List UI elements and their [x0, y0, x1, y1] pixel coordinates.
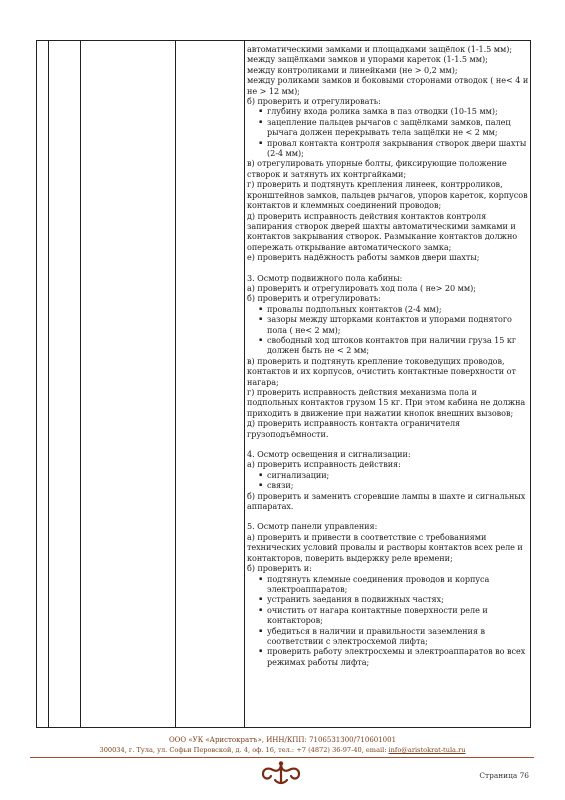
text-line: контактов закрывания створок. Размыкание контактов должно: [247, 231, 518, 242]
paragraph-spacer: [247, 439, 529, 449]
bullet-item: [247, 574, 529, 595]
bullet-item: [247, 626, 529, 647]
text-line: технических условий провалы и растворы контактов всех реле и: [247, 542, 523, 553]
page-number: Страница 76: [479, 771, 529, 780]
text-line: нагара;: [247, 376, 279, 387]
bullet-item: [247, 646, 529, 667]
bullet-item: [247, 304, 529, 314]
bullet-text: контакторов;: [267, 615, 323, 626]
text-line: подпольных контактов грузом 15 кг. При этом кабина не должна: [247, 397, 526, 408]
bullet-text: пола ( не< 2 мм);: [267, 324, 341, 335]
bullet-text: провал контакта контроля закрывания створок двери шахты: [267, 137, 527, 148]
table-column-divider: [175, 41, 176, 727]
footer-divider: [30, 757, 534, 758]
bullet-item: [247, 470, 529, 480]
text-line: не > 12 мм);: [247, 85, 300, 96]
bullet-text: (2-4 мм);: [267, 148, 304, 159]
bullet-marker: ▪: [259, 606, 263, 613]
text-line: в) отрегулировать упорные болты, фиксирующие положение: [247, 158, 507, 169]
text-line: между контроликами и линейками (не > 0,2 мм);: [247, 64, 458, 75]
bullet-text: подтянуть клемные соединения проводов и корпуса: [267, 573, 490, 584]
bullet-item: [247, 138, 529, 159]
table-column-divider: [80, 41, 81, 727]
text-line: в) проверить и подтянуть крепление токоведущих проводов,: [247, 355, 505, 366]
bullet-text: очистить от нагара контактные поверхности реле и: [267, 604, 488, 615]
bullet-text: зазоры между шторками контактов и упорами поднятого: [267, 314, 512, 325]
footer-address: [0, 746, 565, 754]
bullet-text: электроаппаратов;: [267, 583, 348, 594]
bullet-marker: ▪: [259, 575, 263, 582]
section-title: 3. Осмотр подвижного пола кабины:: [247, 272, 403, 283]
bullet-item: [247, 106, 529, 116]
bullet-text: связи;: [267, 480, 294, 491]
text-line: е) проверить надёжность работы замков двери шахты;: [247, 252, 480, 263]
footer-email-link[interactable]: info@aristokrat-tula.ru: [388, 746, 466, 754]
text-line: створок и затянуть их контргайками;: [247, 168, 407, 179]
footer-address-text: 300034, г. Тула, ул. Софьи Перовской, д. 4, оф. 16, тел.: +7 (4872) 36-97-40, email:: [99, 746, 389, 754]
text-line: грузоподъёмности.: [247, 428, 329, 439]
text-line: контактов и их корпусов, очистить контактные поверхности от: [247, 366, 516, 377]
text-line: контакторов, поверить выдержку реле времени;: [247, 552, 453, 563]
text-line: б) проверить и отрегулировать:: [247, 293, 381, 304]
bullet-text: убедиться в наличии и правильности заземления в: [267, 625, 485, 636]
text-line: б) проверить и заменить сгоревшие лампы в шахте и сигнальных: [247, 490, 526, 501]
bullet-marker: ▪: [259, 471, 263, 478]
bullet-marker: ▪: [259, 482, 263, 489]
bullet-item: [247, 314, 529, 335]
bullet-text: глубину входа ролика замка в паз отводки (10-15 мм);: [267, 106, 498, 117]
bullet-marker: ▪: [259, 108, 263, 115]
text-line: контактов и клеммных соединений проводов;: [247, 200, 442, 211]
bullet-marker: ▪: [259, 118, 263, 125]
text-line: а) проверить исправность действия:: [247, 459, 401, 470]
table-column-divider: [48, 41, 49, 727]
section-title: 5. Осмотр панели управления:: [247, 521, 378, 532]
table-cell-work-description: [247, 44, 529, 667]
bullet-marker: ▪: [259, 596, 263, 603]
paragraph-spacer: [247, 511, 529, 521]
text-line: опережать открывание автоматического замка;: [247, 241, 452, 252]
text-line: кронштейнов замков, пальцев рычагов, упоров кареток, корпусов: [247, 189, 528, 200]
bullet-text: сигнализации;: [267, 469, 330, 480]
text-line: г) проверить и подтянуть крепления линеек, контрроликов,: [247, 179, 503, 190]
text-line: между защёлками замков и упорами кареток (1-1.5 мм);: [247, 54, 488, 65]
bullet-marker: ▪: [259, 648, 263, 655]
paragraph-spacer: [247, 263, 529, 273]
bullet-item: [247, 335, 529, 356]
text-line: б) проверить и отрегулировать:: [247, 96, 381, 107]
bullet-text: проверить работу электросхемы и электроаппаратов во всех: [267, 646, 526, 657]
bullet-text: устранить заедания в подвижных частях;: [267, 594, 444, 605]
text-line: приходить в движение при нажатии кнопок внешних вызовов;: [247, 407, 514, 418]
text-line: д) проверить исправность контакта ограничителя: [247, 418, 461, 429]
text-line: д) проверить исправность действия контактов контроля: [247, 210, 487, 221]
text-line: аппаратах.: [247, 501, 294, 512]
bullet-marker: ▪: [259, 316, 263, 323]
bullet-item: [247, 605, 529, 626]
bullet-item: [247, 117, 529, 138]
bullet-text: соответствии с электросхемой лифта;: [267, 635, 428, 646]
bullet-text: свободный ход штоков контактов при наличии груза 15 кг: [267, 334, 517, 345]
table-column-divider: [244, 41, 245, 727]
bullet-marker: ▪: [259, 336, 263, 343]
decorative-scroll-ornament-icon: [253, 760, 309, 786]
footer-company: ООО «УК «Аристократъ», ИНН/КПП: 7106531300/710601001: [168, 736, 397, 744]
text-line: б) проверить и:: [247, 563, 312, 574]
text-line: автоматическими замками и площадками защёлок (1-1.5 мм);: [247, 44, 513, 54]
text-line: а) проверить и привести в соответствие с требованиями: [247, 531, 487, 542]
section-title: 4. Осмотр освещения и сигнализации:: [247, 449, 411, 460]
bullet-text: режимах работы лифта;: [267, 656, 370, 667]
bullet-text: должен быть не < 2 мм;: [267, 345, 370, 356]
bullet-text: рычага должен перекрывать тела защёлки не < 2 мм;: [267, 127, 498, 138]
bullet-text: провалы подпольных контактов (2-4 мм);: [267, 303, 442, 314]
text-line: а) проверить и отрегулировать ход пола ( не> 20 мм);: [247, 282, 476, 293]
bullet-item: [247, 594, 529, 604]
text-line: г) проверить исправность действия механизма пола и: [247, 387, 477, 397]
bullet-marker: ▪: [259, 305, 263, 312]
bullet-marker: ▪: [259, 627, 263, 634]
bullet-marker: ▪: [259, 139, 263, 146]
text-line: между роликами замков и боковыми сторонами отводок ( не< 4 и: [247, 75, 529, 86]
text-line: запирания створок дверей шахты автоматическими замками и: [247, 220, 516, 231]
bullet-text: зацепление пальцев рычагов с защёлками замков, палец: [267, 116, 511, 127]
bullet-item: [247, 480, 529, 490]
